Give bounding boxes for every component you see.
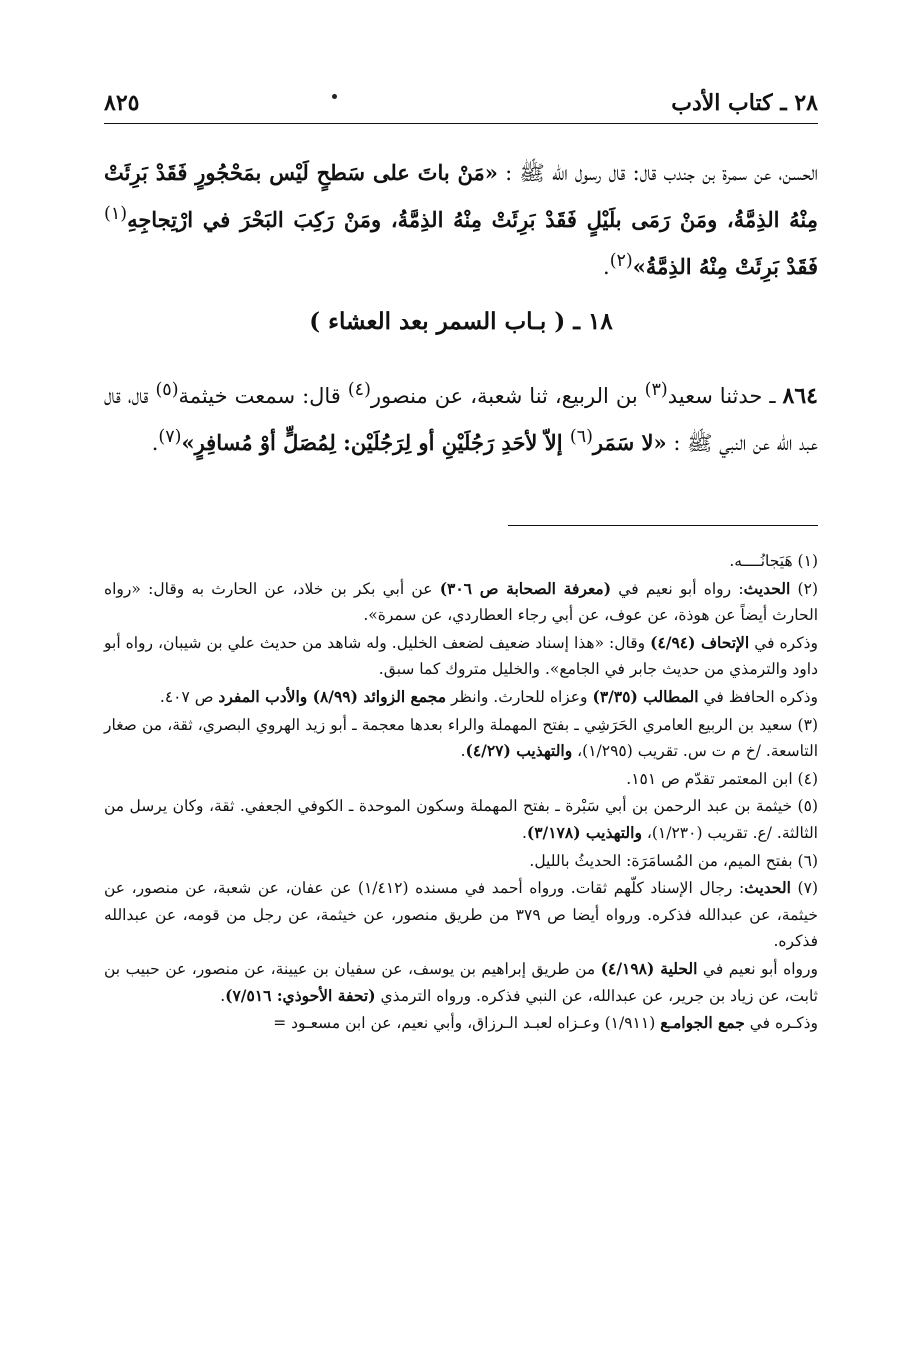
fn-text: ص ٤٠٧.: [159, 687, 219, 706]
fn-source: مجمع الزوائد (٨/٩٩) والأدب المفرد: [218, 686, 447, 706]
fn-text: : رجال الإسناد كلّهم ثقات. ورواه أحمد في مسنده (١/٤١٢) عن عفان، عن شعبة، عن منصور، عن خيثمة، عن عبدالله فذكره. ورواه أيضا ص ٣٧٩ من طريق منصور، عن خيثمة، عن رجل من قومه، عن عبدالله فذكره.: [104, 879, 818, 951]
fn-text: .: [220, 986, 226, 1005]
isnad-part-4: قال، قال عبد الله عن النبي ﷺ :: [104, 384, 818, 455]
ink-dot: [332, 94, 337, 99]
footnotes: [104, 548, 818, 1318]
hadith-matn: «لا سَمَر: [592, 430, 667, 455]
fn-source: جمع الجوامـع: [660, 1013, 745, 1033]
narration-text: الحسن، عن سمرة بن جندب قال: قال رسول الله ﷺ :: [497, 161, 819, 185]
footnote-7: [104, 875, 818, 955]
footnote-4: (٤) ابن المعتمر تقدّم ص ١٥١.: [626, 769, 818, 788]
section-heading: ١٨ ـ ( بـاب السمر بعد العشاء ): [309, 308, 613, 335]
fn-number: (٧): [790, 879, 818, 898]
full-stop: .: [603, 255, 610, 279]
fn-keyword: الحديث: [743, 578, 791, 598]
fn-keyword: الحديث: [744, 878, 791, 898]
chapter-title: ٢٨ ـ كتاب الأدب: [671, 90, 818, 116]
fn-source: الحلية (٤/١٩٨): [600, 958, 698, 978]
isnad-part-1: ـ حدثنا سعيد: [667, 384, 783, 408]
hadith-text-continued: [104, 152, 818, 282]
fn-text: وذكـره في: [744, 1014, 818, 1033]
footnote-6: (٦) بفتح الميم، من المُسامَرَة: الحديثُ بالليل.: [529, 851, 818, 870]
footnote-5: [104, 793, 818, 846]
fn-text: .: [521, 823, 527, 842]
fn-text: (٣) سعيد بن الربيع العامري الحَرَشِي ـ بفتح المهملة والراء بعدها معجمة ـ أبو زيد الهروي البصري، ثقة، من صغار التاسعة. /خ م ت س. تقريب (١/٢٩٥)،: [104, 715, 818, 761]
footnote-2: [104, 576, 818, 629]
footnote-2-para-2: [104, 630, 818, 683]
fn-source: (معرفة الصحابة ص ٣٠٦): [439, 578, 612, 598]
footnote-7-para-2: [104, 956, 818, 1009]
fn-text: عن أبي بكر بن خلاد، عن الحارث به وقال: «رواه الحارث أيضاً عن هوذة، عن عوف، عن أبي رجاء العطاردي، عن سمرة».: [104, 579, 818, 625]
hadith-number: ٨٦٤: [782, 383, 818, 409]
fn-text: من طريق إبراهيم بن يوسف، عن سفيان بن عيينة، عن منصور، عن حبيب بن ثابت، عن زياد بن جرير، عن عبدالله، عن النبي فذكره. ورواه الترمذي: [104, 959, 818, 1005]
fn-source: (تحفة الأحوذي: ٧/٥١٦): [225, 985, 376, 1005]
header-rule: [104, 123, 818, 124]
footnote-7-para-3: [104, 1010, 818, 1037]
full-stop: .: [151, 431, 159, 455]
footnote-ref-7[interactable]: (٧): [158, 427, 182, 447]
isnad-part-3: قال: سمعت خيثمة: [178, 384, 348, 408]
hadith-864: [104, 370, 818, 510]
page-number: ٨٢٥: [104, 90, 140, 116]
fn-text: : رواه أبو نعيم في: [611, 579, 744, 598]
fn-text: (٥) خيثمة بن عبد الرحمن بن أبي سَبْرة ـ بفتح المهملة وسكون الموحدة ـ الكوفي الجعفي. ثقة، وكان يرسل من الثالثة. /ع. تقريب (١/٢٣٠)،: [104, 797, 818, 842]
fn-source: والتهذيب (٣/١٧٨): [526, 822, 642, 842]
hadith-matn-end: إلاّ لأحَدِ رَجُلَيْنِ أو لِرَجُلَيْن: لِمُصَلٍّ أوْ مُسافِرٍ»: [181, 430, 570, 455]
fn-text: .: [460, 742, 466, 761]
footnote-ref-1[interactable]: (١): [104, 204, 128, 224]
hadith-matn: «مَنْ باتَ على سَطحٍ لَيْس بمَحْجُورٍ فَقَدْ بَرِئَتْ مِنْهُ الذِمَّةُ، ومَنْ رَمَى بلَيْلٍ فَقَدْ بَرِئَتْ مِنْهُ الذِمَّةُ، ومَنْ رَكِبَ البَحْرَ في ارْتِجاجِهِ: [104, 160, 818, 232]
footnote-ref-5[interactable]: (٥): [155, 380, 179, 400]
fn-number: (٢): [790, 579, 818, 598]
fn-source: والتهذيب (٤/٢٧): [465, 741, 573, 761]
footnote-ref-2[interactable]: (٢): [609, 251, 633, 271]
footnote-2-para-3: [104, 684, 818, 711]
isnad-part-2: بن الربيع، ثنا شعبة، عن منصور: [370, 384, 645, 408]
fn-text: وعزاه للحارث. وانظر: [446, 687, 593, 706]
footnote-3: [104, 712, 818, 765]
fn-text: ورواه أبو نعيم في: [697, 959, 818, 978]
page-header: [104, 84, 818, 124]
hadith-matn-end: فَقَدْ بَرِئَتْ مِنْهُ الذِمَّةُ»: [632, 254, 818, 279]
fn-text: (١/٩١١) وعـزاه لعبـد الـرزاق، وأبي نعيم، عن ابن مسعـود =: [273, 1014, 661, 1033]
fn-text: وذكره في: [749, 633, 818, 652]
footnote-1: (١) هَيَجانُــــه.: [729, 552, 818, 570]
footnote-ref-4[interactable]: (٤): [347, 380, 371, 400]
footnote-separator: [508, 525, 818, 526]
fn-text: وقال: «هذا إسناد ضعيف لضعف الخليل. وله شاهد من حديث علي بن شيبان، رواه أبو داود والترمذي من حديث جابر في الجامع». والخليل متروك كما سبق.: [104, 633, 818, 679]
footnote-ref-6[interactable]: (٦): [569, 427, 593, 447]
fn-source: الإتحاف (٤/٩٤): [650, 632, 750, 652]
footnote-ref-3[interactable]: (٣): [644, 380, 668, 400]
fn-source: المطالب (٣/٣٥): [592, 686, 699, 706]
fn-text: وذكره الحافظ في: [698, 687, 818, 706]
